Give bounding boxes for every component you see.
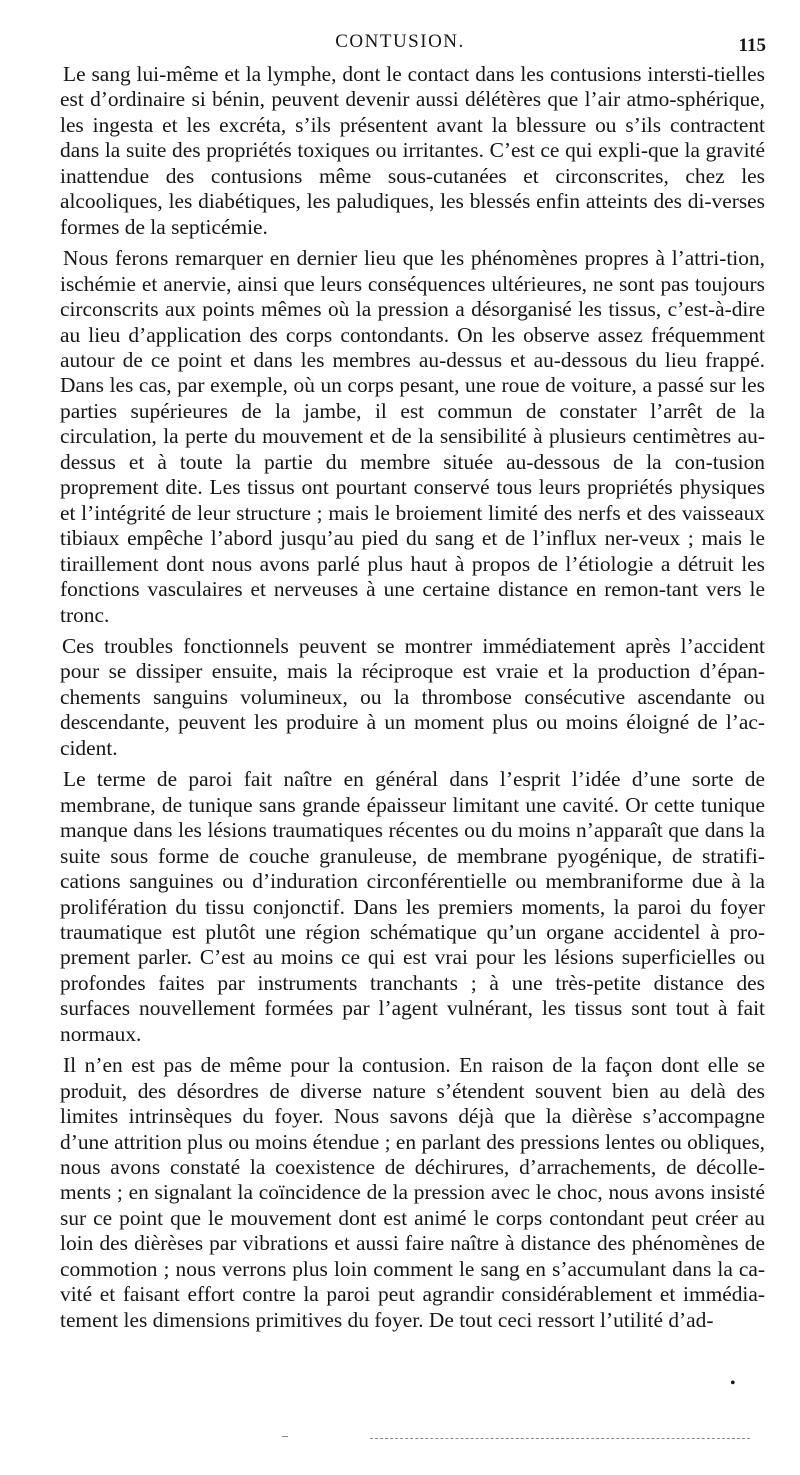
page-number: 115 [738, 35, 766, 56]
footer-mark [282, 1436, 288, 1437]
ink-dot: • [730, 1375, 736, 1392]
paragraph: Le terme de paroi fait naître en général dans l’esprit l’idée d’une sorte de membrane, de tunique sans grande épaisseur limitant une cavité. Or cette tunique manque dans les lésions traumatiques récentes ou du moins n’apparaît que dans la suite sous forme de couche granuleuse, de membrane pyogénique, de stratifi-cations sanguines ou d’induration circonférentielle ou membraniforme due à la prolifération du tissu conjonctif. Dans les premiers moments, la paroi du foyer traumatique est plutôt une région schématique qu’un organe accidentel à pro-prement parler. C’est au moins ce qui est vrai pour les lésions superficielles ou profondes faites par instruments tranchants ; à une très-petite distance des surfaces nouvellement formées par l’agent vulnérant, les tissus sont tout à fait normaux. [60, 767, 765, 1046]
running-head [60, 31, 766, 56]
paragraph: Nous ferons remarquer en dernier lieu que les phénomènes propres à l’attri-tion, ischémie et anervie, ainsi que leurs conséquences ultérieures, ne sont pas toujours circonscrits aux points mêmes où la pression a désorganisé les tissus, c’est-à-dire au lieu d’application des corps contondants. On les observe assez fréquemment autour de ce point et dans les membres au-dessus et au-dessous du lieu frappé. Dans les cas, par exemple, où un corps pesant, une roue de voiture, a passé sur les parties supérieures de la jambe, il est commun de constater l’arrêt de la circulation, la perte du mouvement et de la sensibilité à plusieurs centimètres au-dessus et à toute la partie du membre située au-dessous de la con-tusion proprement dite. Les tissus ont pourtant conservé tous leurs propriétés physiques et l’intégrité de leur structure ; mais le broiement limité des nerfs et des vaisseaux tibiaux empêche l’abord jusqu’au pied du sang et de l’influx ner-veux ; mais le tiraillement dont nous avons parlé plus haut à propos de l’étiologie a détruit les fonctions vasculaires et nerveuses à une certaine distance en remon-tant vers le tronc. [60, 246, 765, 627]
paragraph: Ces troubles fonctionnels peuvent se montrer immédiatement après l’accident pour se dissiper ensuite, mais la réciproque est vraie et la production d’épan-chements sanguins volumineux, ou la thrombose consécutive ascendante ou descendante, peuvent les produire à un moment plus ou moins éloigné de l’ac-cident. [60, 633, 765, 760]
body-text [60, 62, 765, 1339]
footer-rule [370, 1438, 750, 1439]
paragraph: Il n’en est pas de même pour la contusion. En raison de la façon dont elle se produit, des désordres de diverse nature s’étendent souvent bien au delà des limites intrinsèques du foyer. Nous savons déjà que la dièrèse s’accompagne d’une attrition plus ou moins étendue ; en parlant des pressions lentes ou obliques, nous avons constaté la coexistence de déchirures, d’arrachements, de décolle-ments ; en signalant la coïncidence de la pression avec le choc, nous avons insisté sur ce point que le mouvement dont est animé le corps contondant peut créer au loin des dièrèses par vibrations et aussi faire naître à distance des phénomènes de commotion ; nous verrons plus loin comment le sang en s’accumulant dans la ca-vité et faisant effort contre la paroi peut agrandir considérablement et immédia-tement les dimensions primitives du foyer. De tout ceci ressort l’utilité d’ad- [60, 1053, 765, 1332]
running-title: CONTUSION. [335, 31, 465, 52]
paragraph: Le sang lui-même et la lymphe, dont le contact dans les contusions intersti-tielles est d’ordinaire si bénin, peuvent devenir aussi délétères que l’air atmo-sphérique, les ingesta et les excréta, s’ils présentent avant la blessure ou s’ils contractent dans la suite des propriétés toxiques ou irritantes. C’est ce qui expli-que la gravité inattendue des contusions même sous-cutanées et circonscrites, chez les alcooliques, les diabétiques, les paludiques, les blessés enfin atteints des di-verses formes de la septicémie. [60, 62, 765, 239]
